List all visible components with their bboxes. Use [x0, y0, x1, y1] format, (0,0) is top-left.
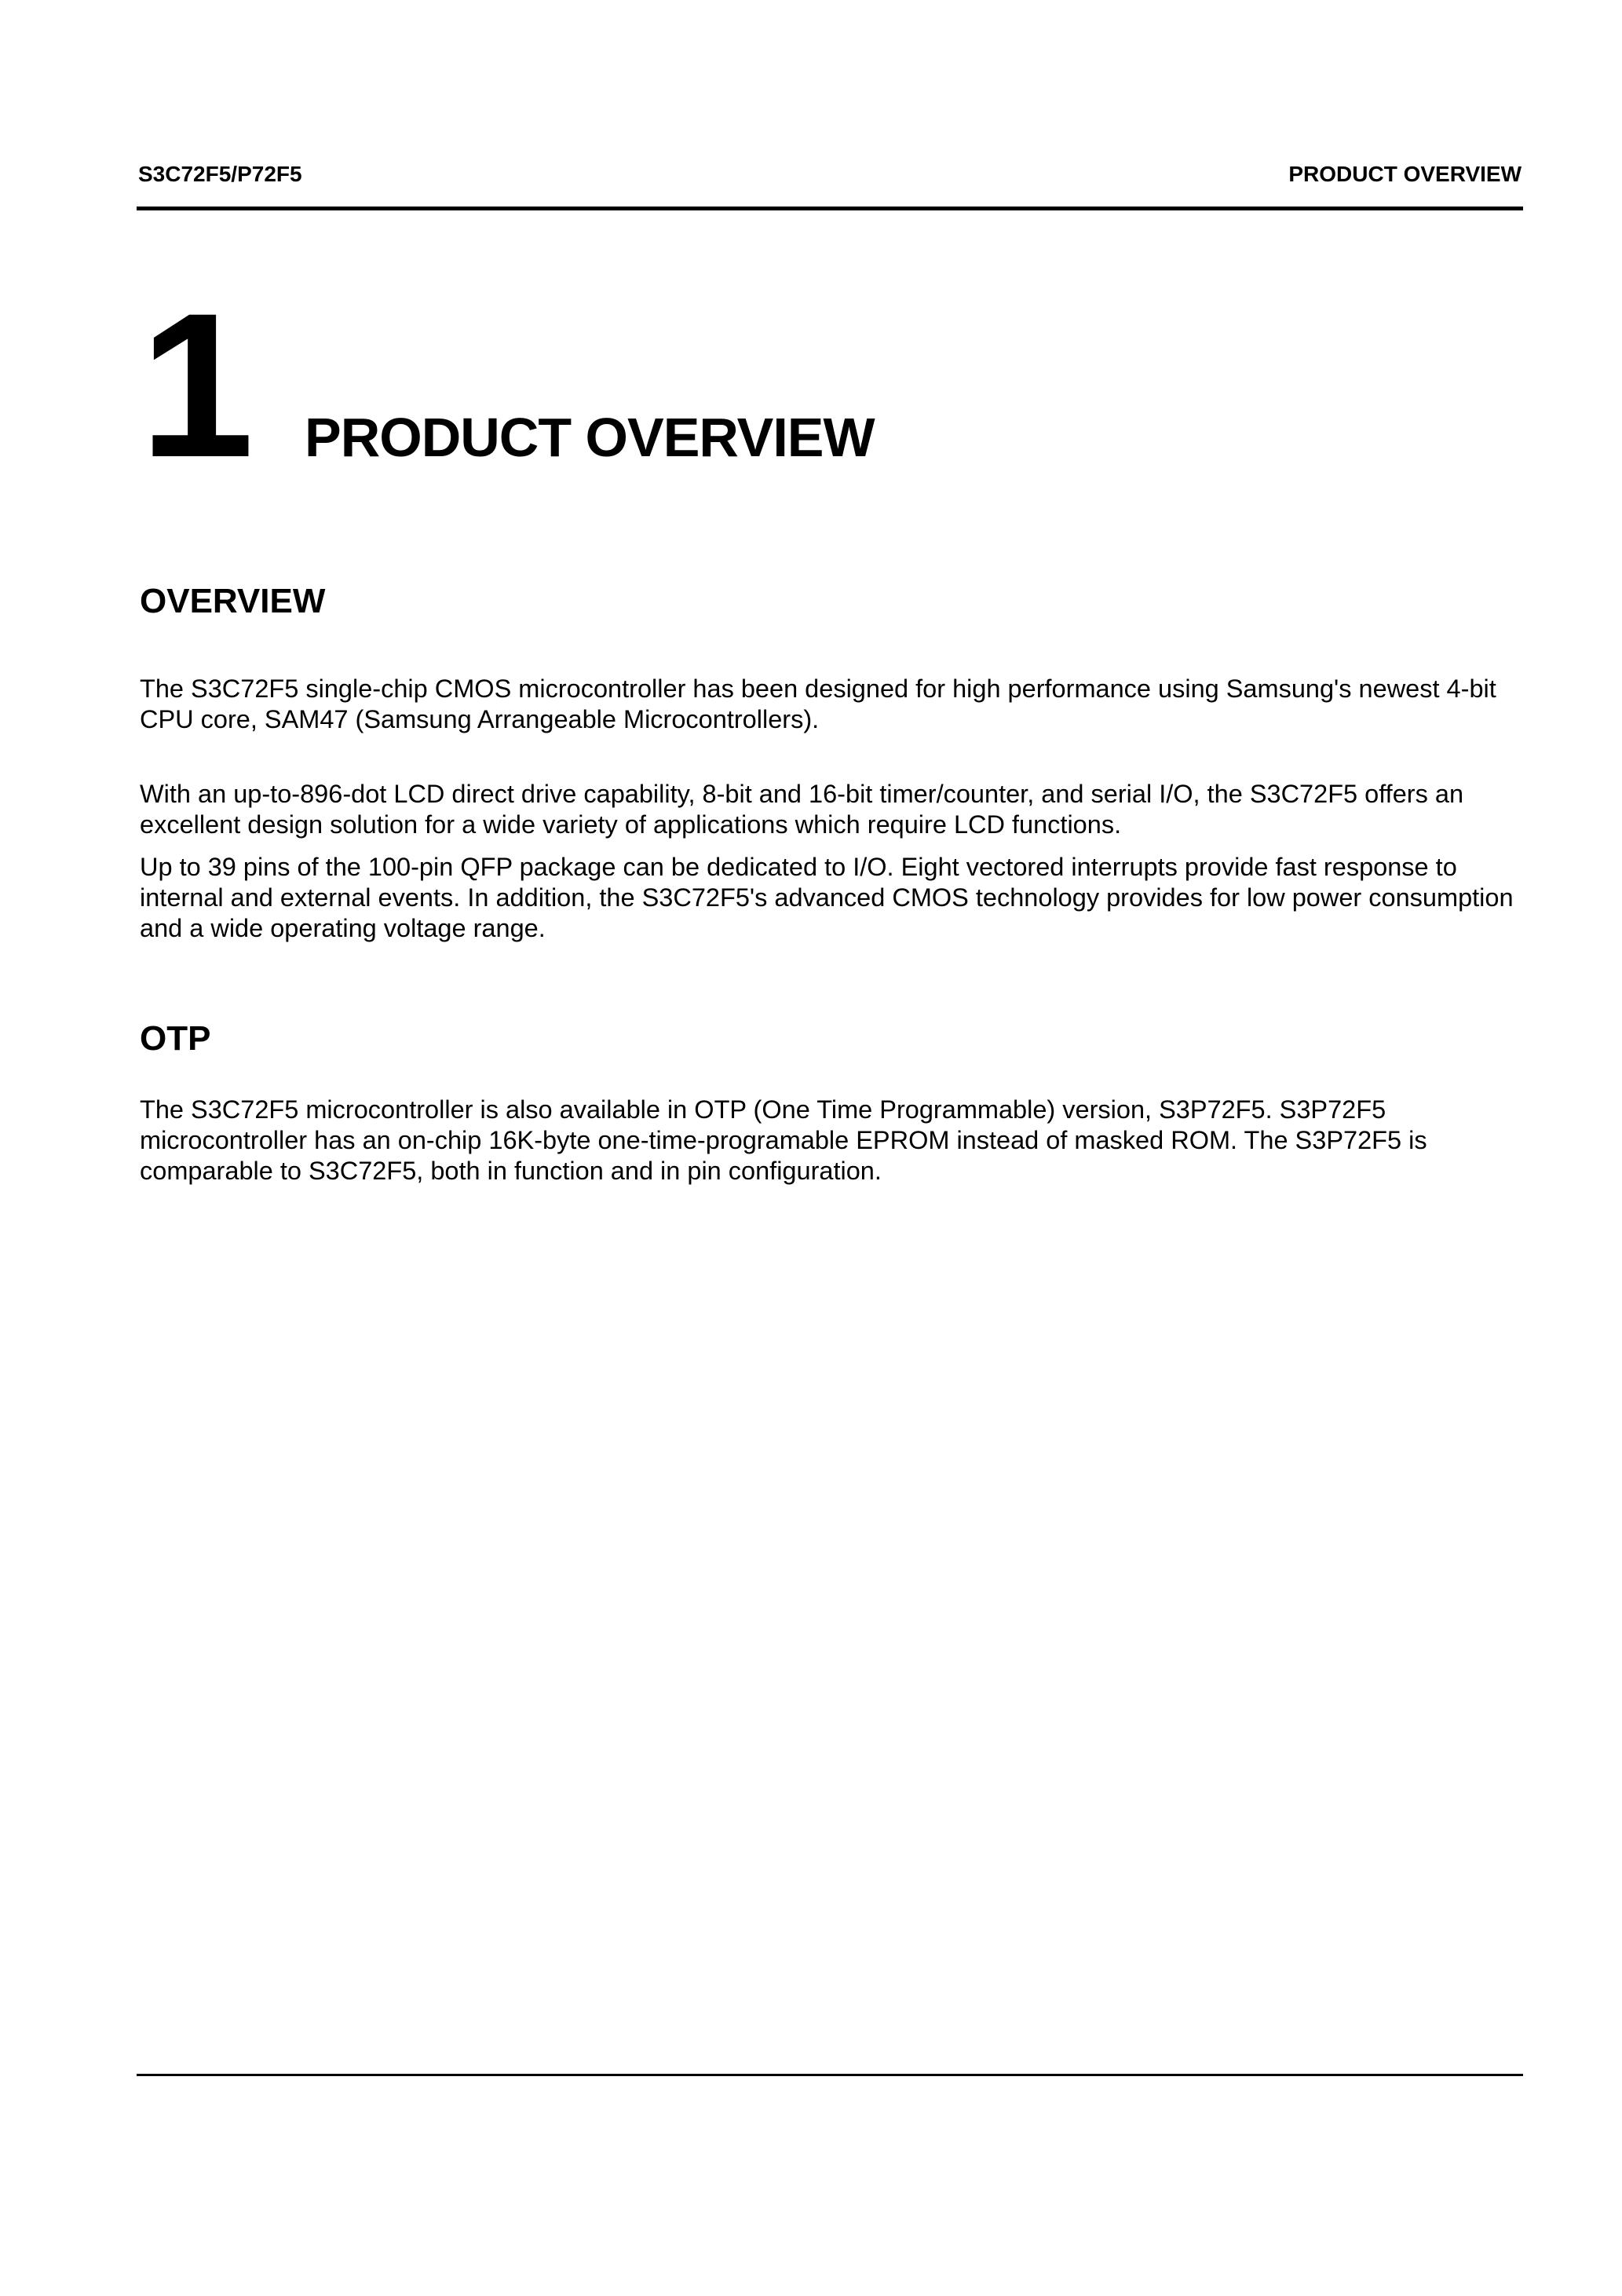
running-header-section: PRODUCT OVERVIEW — [1288, 162, 1522, 186]
section-heading-otp: OTP — [140, 1019, 211, 1058]
footer-rule — [137, 2074, 1523, 2076]
header-rule — [137, 207, 1523, 210]
chapter-title: PRODUCT OVERVIEW — [305, 407, 875, 468]
section-heading-overview: OVERVIEW — [140, 582, 326, 620]
otp-paragraph: The S3C72F5 microcontroller is also available in OTP (One Time Programmable) version, S3P72F5. S3P72F5 microcontroller has an on-chip 16K-byte one-time-programable EPROM instead of masked ROM. The S3P72F5 is comparable to S3C72F5, both in function and in pin configuration. — [140, 1095, 1427, 1185]
running-header-part-number: S3C72F5/P72F5 — [138, 162, 302, 186]
overview-paragraph-3: Up to 39 pins of the 100-pin QFP package can be dedicated to I/O. Eight vectored interrupts provide fast response to internal and external events. In addition, the S3C72F5's advanced CMOS technology provides for low power consumption and a wide operating voltage range. — [140, 853, 1514, 942]
overview-paragraph-2: With an up-to-896-dot LCD direct drive capability, 8-bit and 16-bit timer/counter, and serial I/O, the S3C72F5 offers an excellent design solution for a wide variety of applications which require LCD functions. — [140, 780, 1464, 839]
chapter-number: 1 — [140, 270, 254, 500]
overview-paragraph-1: The S3C72F5 single-chip CMOS microcontroller has been designed for high performance using Samsung's newest 4-bit CPU core, SAM47 (Samsung Arrangeable Microcontrollers). — [140, 675, 1496, 733]
